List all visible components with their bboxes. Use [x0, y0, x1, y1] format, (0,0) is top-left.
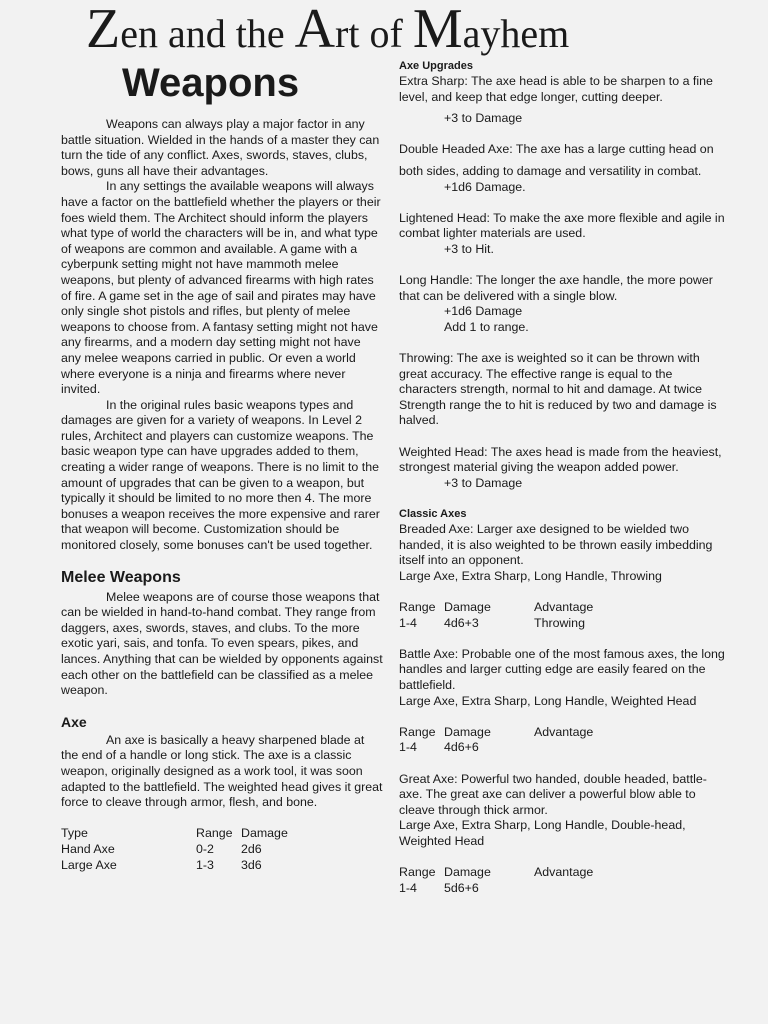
- upgrade-stat: +3 to Damage: [444, 475, 523, 490]
- stat-header: Range: [399, 865, 436, 880]
- stat-cell: 5d6+6: [444, 880, 479, 895]
- book-title: [86, 2, 746, 61]
- table-cell: 3d6: [241, 857, 262, 872]
- stat-cell: 1-4: [399, 880, 417, 895]
- stat-row: [399, 881, 729, 897]
- melee-paragraph: Melee weapons are of course those weapons that can be wielded in hand-to-hand combat. They range from daggers, axes, swords, staves, and clubs. To the more exotic yari, sais, and tonfa. To even spears, pikes, and lances. Anything that can be wielded by opponents against each other on the battlefield can be classified as a melee weapon.: [61, 589, 383, 698]
- classic-axe-description: Battle Axe: Probable one of the most famous axes, the long handles and larger cutting edge are easily feared on the battlefield.: [399, 646, 725, 692]
- table-cell: Large Axe: [61, 857, 117, 872]
- stat-header: Damage: [444, 600, 491, 614]
- melee-heading: Melee Weapons: [61, 568, 181, 586]
- title-part-2: rt of: [335, 11, 413, 56]
- stat-row: [399, 740, 729, 756]
- upgrade-weighted-head: Weighted Head: The axes head is made from the heaviest, strongest material giving the weapon added power.: [399, 444, 722, 475]
- stat-cell: 1-4: [399, 740, 417, 755]
- upgrade-lightened-head: Lightened Head: To make the axe more flexible and agile in combat lighter materials are used.: [399, 210, 725, 241]
- stat-header-row: [399, 725, 729, 741]
- stat-header: Range: [399, 600, 436, 614]
- table-header-row: [61, 826, 383, 842]
- axe-table: [61, 826, 383, 873]
- table-header: Type: [61, 826, 88, 841]
- table-row: [61, 858, 383, 874]
- stat-cell: 4d6+6: [444, 740, 479, 755]
- title-cap-m: M: [412, 0, 463, 60]
- title-part-3: ayhem: [462, 11, 570, 56]
- table-cell: 0-2: [196, 841, 214, 856]
- upgrade-throwing: Throwing: The axe is weighted so it can be thrown with great accuracy. The effective range is equal to the characters strength, normal to hit and damage. At twice Strength range the to hit is reduced by two and damage is halved.: [399, 351, 717, 428]
- title-cap-a: A: [294, 0, 336, 60]
- table-cell: 2d6: [241, 841, 262, 856]
- stat-header: Advantage: [534, 865, 594, 880]
- classic-axe-description: Breaded Axe: Larger axe designed to be wielded two handed, it is also weighted to be thrown easily imbedding itself into an opponent.: [399, 522, 713, 568]
- title-part-1: en and the: [120, 11, 295, 56]
- stat-header-row: [399, 865, 729, 881]
- axe-paragraph: An axe is basically a heavy sharpened blade at the end of a handle or long stick. The axe is a classic weapon, originally designed as a work tool, it was soon adapted to the battlefield. The weighted head gives it great force to cleave through armor, flesh, and bone.: [61, 732, 383, 810]
- stat-header: Damage: [444, 724, 491, 739]
- table-cell: Hand Axe: [61, 841, 115, 856]
- upgrade-long-handle: Long Handle: The longer the axe handle, the more power that can be delivered with a single blow.: [399, 273, 713, 303]
- chapter-title: Weapons: [122, 61, 300, 105]
- upgrade-stat: +3 to Hit.: [444, 241, 494, 256]
- stat-cell: Throwing: [534, 615, 585, 630]
- stat-header: Damage: [444, 865, 491, 880]
- table-header: Damage: [241, 826, 288, 841]
- right-column: [399, 59, 729, 896]
- table-header: Range: [196, 826, 233, 841]
- intro-paragraph: In the original rules basic weapons types and damages are given for a variety of weapons. In Level 2 rules, Architect and players can customize weapons. The basic weapon type can have upgrades added to them, creating a wider range of weapons. There is no limit to the amount of upgrades that can be given to a weapon, but typically it should be limited to no more then 4. The more bonuses a weapon receives the more expensive and rarer that weapon will become. Customization should be monitored closely, some bonuses can't be used together.: [61, 397, 380, 553]
- stat-header: Range: [399, 724, 436, 739]
- upgrade-stat: +1d6 Damage: [444, 304, 523, 319]
- stat-header: Advantage: [534, 724, 594, 739]
- stat-header-row: [399, 600, 729, 616]
- stat-cell: 4d6+3: [444, 615, 479, 630]
- stat-cell: 1-4: [399, 615, 417, 630]
- intro-paragraph: In any settings the available weapons will always have a factor on the battlefield whether the players or their foes wield them. The Architect should inform the players what type of world the characters will be in, and what type of weapons are common and available. A game with a cyberpunk setting might not have mammoth melee weapons, but plenty of advanced firearms with high rates of fire. A game set in the age of sail and pirates may have only single shot pistols and rifles, but plenty of melee weapons to choose from. A fantasy setting might not have any firearms, and a modern day setting might not have any melee weapons carried in public. Or even a world where everyone is a ninja and firearms where never invited.: [61, 179, 381, 397]
- table-cell: 1-3: [196, 857, 214, 872]
- title-cap-z: Z: [86, 0, 121, 60]
- intro-paragraph: Weapons can always play a major factor in any battle situation. Wielded in the hands of a master they can turn the tide of any conflict. Axes, swords, staves, clubs, bows, guns all have their advantages.: [61, 117, 380, 178]
- classic-axe-description: Great Axe: Powerful two handed, double headed, battle-axe. The great axe can deliver a powerful blow able to cleave through thick armor.: [399, 771, 707, 817]
- upgrades-heading: Axe Upgrades: [399, 60, 473, 72]
- upgrade-stat: +1d6 Damage.: [444, 179, 526, 194]
- classic-axe-upgrades: Large Axe, Extra Sharp, Long Handle, Weighted Head: [399, 693, 697, 708]
- stat-row: [399, 616, 729, 632]
- left-column: [61, 117, 383, 873]
- classic-axe-upgrades: Large Axe, Extra Sharp, Long Handle, Throwing: [399, 568, 662, 583]
- axe-heading: Axe: [61, 713, 87, 730]
- upgrade-extra-sharp: Extra Sharp: The axe head is able to be sharpen to a fine level, and keep that edge longer, cutting deeper.: [399, 74, 713, 104]
- upgrade-stat: +3 to Damage: [444, 111, 523, 126]
- classic-axe-upgrades: Large Axe, Extra Sharp, Long Handle, Double-head, Weighted Head: [399, 818, 686, 848]
- upgrade-stat: Add 1 to range.: [444, 319, 529, 334]
- upgrade-double-headed-cont: both sides, adding to damage and versatility in combat.: [399, 163, 702, 178]
- table-row: [61, 842, 383, 858]
- upgrade-double-headed: Double Headed Axe: The axe has a large cutting head on: [399, 142, 714, 157]
- stat-header: Advantage: [534, 600, 594, 614]
- classic-axes-heading: Classic Axes: [399, 508, 467, 521]
